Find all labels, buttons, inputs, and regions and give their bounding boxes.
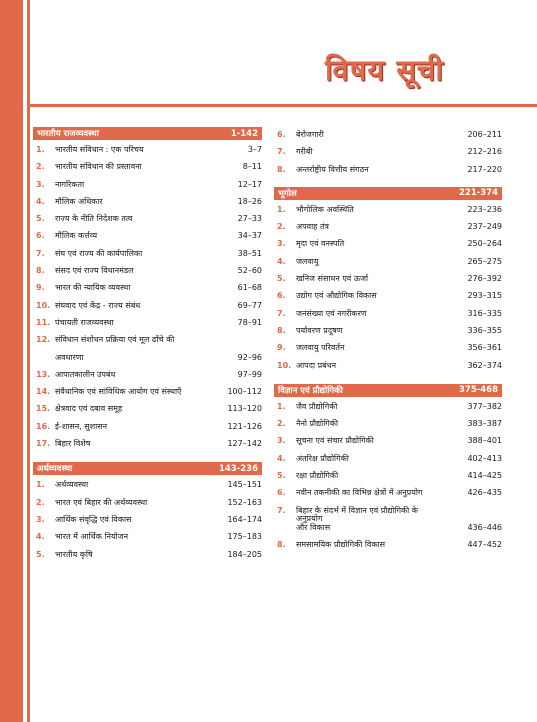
entry-pages: 78–91 xyxy=(237,317,262,327)
section-title: भूगोल xyxy=(278,188,297,199)
entry-title: जलवायु xyxy=(296,256,319,266)
left-decorative-bar xyxy=(0,0,23,722)
entry-number: 3. xyxy=(36,514,45,524)
entry-number: 6. xyxy=(277,291,286,301)
toc-entry[interactable] xyxy=(274,240,502,257)
toc-entry[interactable] xyxy=(33,284,262,301)
entry-title: अन्तर्राष्ट्रीय वित्तीय संगठन xyxy=(296,164,369,174)
entry-pages: 414–425 xyxy=(467,471,502,481)
entry-pages: 316–335 xyxy=(467,308,502,318)
entry-title: सूचना एवं संचार प्रौद्योगिकी xyxy=(296,436,374,446)
entry-pages: 293–315 xyxy=(467,291,502,301)
entry-title: अर्थव्यवस्था xyxy=(55,480,89,490)
toc-entry[interactable] xyxy=(274,455,502,472)
page-title: विषय सूची xyxy=(325,53,444,87)
entry-number: 6. xyxy=(36,231,45,241)
entry-pages: 3–7 xyxy=(247,145,262,154)
entry-title: संवैधानिक एवं सांविधिक आयोग एवं संस्थाएँ xyxy=(55,387,182,397)
entry-pages: 237–249 xyxy=(467,222,502,232)
section-title: विज्ञान एवं प्रौद्योगिकी xyxy=(278,385,343,396)
toc-entry[interactable] xyxy=(33,198,262,215)
toc-entry[interactable] xyxy=(274,362,502,379)
toc-entry[interactable] xyxy=(274,275,502,292)
entry-title: उद्योग एवं औद्योगिक विकास xyxy=(296,291,377,301)
entry-number: 1. xyxy=(36,145,45,154)
toc-entry[interactable] xyxy=(33,405,262,422)
toc-entry[interactable] xyxy=(274,258,502,275)
entry-title: आर्थिक संवृद्धि एवं विकास xyxy=(55,514,132,524)
entry-number: 1. xyxy=(277,401,286,411)
entry-title: और विकास xyxy=(296,522,331,532)
header-divider-line xyxy=(27,104,537,107)
entry-pages: 127–142 xyxy=(227,439,262,449)
entry-title: जनसंख्या एवं नगरीकरण xyxy=(296,308,367,318)
toc-entry[interactable] xyxy=(33,516,262,533)
entry-title: गरीबी xyxy=(296,147,313,157)
entry-number: 4. xyxy=(277,256,286,266)
toc-entry[interactable] xyxy=(33,423,262,440)
entry-pages: 164–174 xyxy=(227,514,262,524)
entry-pages xyxy=(442,507,502,524)
entry-title: आपदा प्रबंधन xyxy=(296,360,337,370)
entry-number: 4. xyxy=(36,532,45,542)
entry-pages: 100–112 xyxy=(227,387,262,397)
entry-pages: 265–275 xyxy=(467,256,502,266)
section-page-range: 221-374 xyxy=(458,188,498,199)
entry-title: राज्य के नीति निदेशक तत्व xyxy=(55,214,133,224)
entry-number: 7. xyxy=(277,308,286,318)
entry-pages: 377–382 xyxy=(467,401,502,411)
toc-entry[interactable] xyxy=(274,472,502,489)
toc-entry[interactable] xyxy=(274,166,502,183)
entry-pages: 113–120 xyxy=(227,404,262,414)
entry-pages: 388–401 xyxy=(467,436,502,446)
entry-number: 3. xyxy=(277,436,286,446)
entry-pages: 383–387 xyxy=(467,419,502,429)
entry-title: संघ एवं राज्य की कार्यपालिका xyxy=(55,248,143,258)
section-page-range: 375-468 xyxy=(458,385,498,396)
toc-entry[interactable] xyxy=(274,403,502,420)
toc-entry[interactable] xyxy=(33,440,262,457)
entry-number: 6. xyxy=(277,488,286,498)
entry-title: पर्यावरण प्रदूषण xyxy=(296,325,343,335)
entry-title: संसद एवं राज्य विधानमंडल xyxy=(55,266,134,276)
toc-entry[interactable] xyxy=(274,437,502,454)
toc-entry[interactable] xyxy=(33,499,262,516)
entry-title: भारतीय कृषि xyxy=(55,549,93,559)
entry-number: 1. xyxy=(36,480,45,490)
entry-title: भारतीय संविधान की प्रस्तावना xyxy=(55,162,142,172)
entry-number: 9. xyxy=(36,283,45,293)
entry-number: 4. xyxy=(36,196,45,206)
toc-entry[interactable] xyxy=(274,507,502,524)
toc-entry[interactable] xyxy=(33,533,262,550)
entry-number: 5. xyxy=(36,549,45,559)
entry-number: 7. xyxy=(277,505,286,515)
toc-entry[interactable] xyxy=(33,481,262,498)
entry-title: भारत एवं बिहार की अर्थव्यवस्था xyxy=(55,497,148,507)
entry-number: 6. xyxy=(277,130,286,139)
toc-right-column xyxy=(274,131,502,564)
toc-entry[interactable] xyxy=(33,232,262,249)
toc-entry[interactable] xyxy=(33,215,262,232)
entry-pages xyxy=(202,336,262,353)
toc-entry[interactable] xyxy=(33,250,262,267)
entry-title: बिहार विशेष xyxy=(55,439,91,449)
entry-title: बिहार के संदर्भ में विज्ञान एवं प्रौद्योगिकी के अनुप्रयोग xyxy=(296,505,418,524)
entry-title: अंतरिक्ष प्रौद्योगिकी xyxy=(296,453,349,463)
entry-pages: 212–216 xyxy=(467,147,502,157)
entry-pages: 217–220 xyxy=(467,164,502,174)
entry-number: 13. xyxy=(36,369,51,379)
toc-entry[interactable] xyxy=(274,148,502,165)
entry-title: मौलिक अधिकार xyxy=(55,196,103,206)
entry-title: अवधारणा xyxy=(55,352,84,362)
entry-number: 2. xyxy=(36,497,45,507)
entry-pages: 206–211 xyxy=(467,130,502,139)
entry-number xyxy=(274,524,296,541)
entry-title: रक्षा प्रौद्योगिकी xyxy=(296,471,339,481)
toc-entry[interactable] xyxy=(274,310,502,327)
entry-number: 12. xyxy=(36,335,51,345)
entry-pages: 276–392 xyxy=(467,274,502,284)
entry-title: मौलिक कर्त्तव्य xyxy=(55,231,98,241)
toc-entry[interactable] xyxy=(33,336,262,353)
entry-pages: 38–51 xyxy=(237,248,262,258)
toc-entry[interactable] xyxy=(33,388,262,405)
entry-number: 8. xyxy=(277,325,286,335)
entry-number: 10. xyxy=(277,360,292,370)
toc-entry[interactable] xyxy=(274,489,502,506)
entry-title: पंचायती राजव्यवस्था xyxy=(55,317,114,327)
toc-entry[interactable] xyxy=(33,319,262,336)
entry-title: संविधान संशोधन प्रक्रिया एवं मूल ढाँचे की xyxy=(55,335,175,345)
entry-pages: 52–60 xyxy=(237,266,262,276)
entry-number: 2. xyxy=(277,222,286,232)
entry-title: बेरोजगारी xyxy=(296,130,324,139)
toc-entry[interactable] xyxy=(274,327,502,344)
entry-pages: 250–264 xyxy=(467,239,502,249)
entry-title: संघवाद एवं केंद्र - राज्य संबंध xyxy=(55,300,141,310)
entry-pages: 426–435 xyxy=(467,488,502,498)
entry-number: 11. xyxy=(36,317,51,327)
toc-entry[interactable] xyxy=(33,146,262,163)
entry-number: 3. xyxy=(36,179,45,189)
entry-title: नैनो प्रौद्योगिकी xyxy=(296,419,339,429)
entry-pages: 184–205 xyxy=(227,549,262,559)
entry-title: खनिज संसाधन एवं ऊर्जा xyxy=(296,274,369,284)
entry-pages: 69–77 xyxy=(237,300,262,310)
entry-number: 5. xyxy=(36,214,45,224)
left-decorative-stripe xyxy=(27,0,30,722)
entry-pages: 356–361 xyxy=(467,343,502,353)
entry-number: 10. xyxy=(36,300,51,310)
section-header xyxy=(274,384,502,397)
toc-entry[interactable] xyxy=(33,551,262,568)
entry-number: 5. xyxy=(277,471,286,481)
entry-number: 8. xyxy=(277,164,286,174)
toc-entry[interactable] xyxy=(33,354,262,371)
toc-entry[interactable] xyxy=(274,292,502,309)
toc-entry[interactable] xyxy=(274,344,502,361)
entry-number: 16. xyxy=(36,421,51,431)
toc-entry[interactable] xyxy=(33,163,262,180)
entry-pages: 447–452 xyxy=(467,540,502,550)
entry-pages: 402–413 xyxy=(467,453,502,463)
entry-pages: 97–99 xyxy=(237,369,262,379)
section-header xyxy=(274,187,502,200)
entry-number: 2. xyxy=(277,419,286,429)
entry-number xyxy=(33,354,55,371)
entry-title: भौगोलिक अवस्थिति xyxy=(296,204,354,214)
toc-entry[interactable] xyxy=(274,131,502,148)
toc-entry[interactable] xyxy=(33,371,262,388)
toc-entry[interactable] xyxy=(33,302,262,319)
entry-pages: 92–96 xyxy=(237,352,262,362)
section-header xyxy=(33,462,262,475)
entry-pages: 436–446 xyxy=(467,522,502,532)
entry-number: 14. xyxy=(36,387,51,397)
entry-title: अपवाह तंत्र xyxy=(296,222,329,232)
entry-title: आपातकालीन उपबंध xyxy=(55,369,116,379)
entry-pages: 12–17 xyxy=(237,179,262,189)
entry-number: 15. xyxy=(36,404,51,414)
entry-title: भारत में आर्थिक नियोजन xyxy=(55,532,129,542)
toc-entry[interactable] xyxy=(274,541,502,558)
section-header xyxy=(33,127,262,140)
entry-number: 17. xyxy=(36,439,51,449)
entry-pages: 175–183 xyxy=(227,532,262,542)
entry-number: 1. xyxy=(277,204,286,214)
toc-entry[interactable] xyxy=(274,524,502,541)
entry-number: 9. xyxy=(277,343,286,353)
entry-number: 5. xyxy=(277,274,286,284)
toc-entry[interactable] xyxy=(33,181,262,198)
section-page-range: 143-236 xyxy=(218,463,258,474)
section-title: अर्थव्यवस्था xyxy=(37,464,73,475)
entry-pages: 61–68 xyxy=(237,283,262,293)
entry-title: जलवायु परिवर्तन xyxy=(296,343,345,353)
entry-title: क्षेत्रवाद एवं दबाव समूह xyxy=(55,404,123,414)
toc-entry[interactable] xyxy=(33,267,262,284)
entry-title: भारत की न्यायिक व्यवस्था xyxy=(55,283,131,293)
entry-number: 8. xyxy=(36,266,45,276)
entry-pages: 8–11 xyxy=(242,162,262,172)
entry-pages: 362–374 xyxy=(467,360,502,370)
entry-title: समसामयिक प्रौद्योगिकी विकास xyxy=(296,540,386,550)
entry-title: भारतीय संविधान : एक परिचय xyxy=(55,145,144,154)
entry-number: 4. xyxy=(277,453,286,463)
toc-left-column xyxy=(33,127,262,573)
entry-pages: 27–33 xyxy=(237,214,262,224)
entry-pages: 34–37 xyxy=(237,231,262,241)
entry-number: 7. xyxy=(277,147,286,157)
toc-entry[interactable] xyxy=(274,223,502,240)
entry-pages: 152–163 xyxy=(227,497,262,507)
section-title: भारतीय राजव्यवस्था xyxy=(37,129,99,139)
entry-pages: 145–151 xyxy=(227,480,262,490)
toc-entry[interactable] xyxy=(274,206,502,223)
entry-pages: 18–26 xyxy=(237,196,262,206)
entry-number: 3. xyxy=(277,239,286,249)
entry-title: नवीन तकनीकी का विभिन्न क्षेत्रों में अनुप्रयोग xyxy=(296,488,423,498)
toc-entry[interactable] xyxy=(274,420,502,437)
entry-pages: 336–355 xyxy=(467,325,502,335)
entry-title: मृदा एवं वनस्पति xyxy=(296,239,345,249)
entry-title: नागरिकता xyxy=(55,179,85,189)
section-page-range: 1-142 xyxy=(230,128,258,139)
entry-title: ई-शासन, सुशासन xyxy=(55,421,108,431)
entry-title: जैव प्रौद्योगिकी xyxy=(296,401,338,411)
entry-pages: 121–126 xyxy=(227,421,262,431)
entry-number: 7. xyxy=(36,248,45,258)
entry-pages: 223–236 xyxy=(467,204,502,214)
entry-number: 2. xyxy=(36,162,45,172)
entry-number: 8. xyxy=(277,540,286,550)
